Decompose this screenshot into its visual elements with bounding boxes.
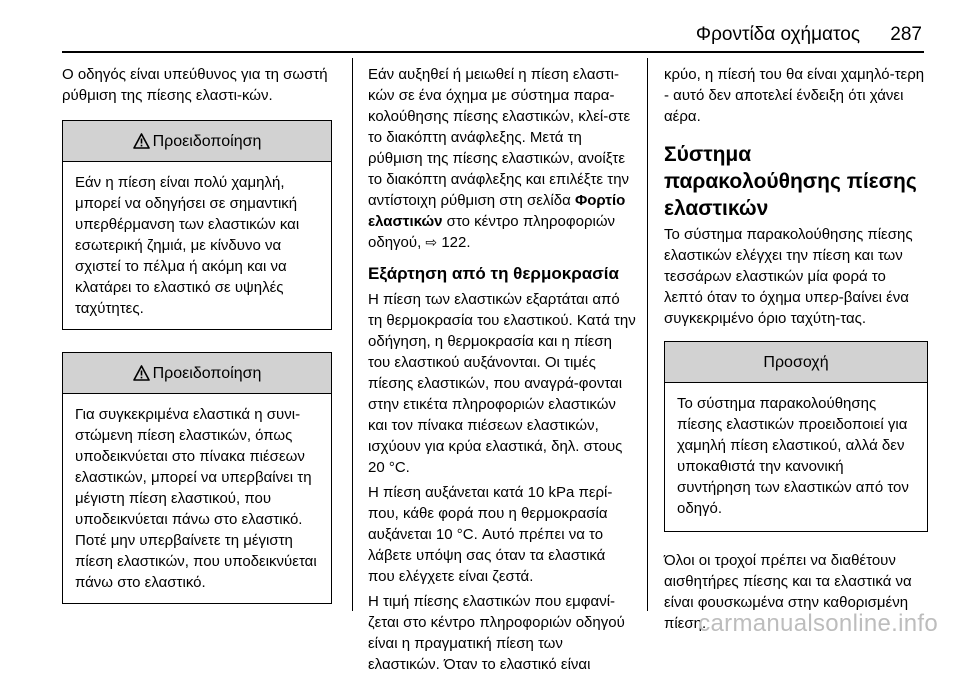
notice-box: [664, 341, 928, 532]
warning-title: Προειδοποίηση: [152, 132, 262, 150]
page-header: [0, 0, 960, 58]
paragraph-pressure-increase: Η πίεση αυξάνεται κατά 10 kPa περί-που, κάθε φορά που η θερμοκρασία αυξάνεται 10 °C. Αυτό πρέπει να το λάβετε υπόψη σας όταν τα ελαστικά που ελέγχετε είναι ζεστά.: [368, 484, 613, 585]
page-reference-arrow-icon: ⇨: [425, 234, 438, 250]
warning-box-header: [63, 353, 331, 394]
section-title-tpms: Σύστημα παρακολούθησης πίεσης ελαστικών: [664, 143, 917, 220]
paragraph-temperature: Η πίεση των ελαστικών εξαρτάται από τη θερμοκρασία του ελαστικού. Κατά την οδήγηση, η θερμοκρασία και η πίεση του ελαστικού αυξάνονται. Οι τιμές πίεσης ελαστικών, που αναγρά-φονται στην ετικέτα πληροφοριών ελαστικών και τον πίνακα πιέσεων ελαστικών, ισχύουν για κρύα ελαστικά, δηλ. στους 20 °C.: [368, 291, 636, 476]
column-divider-1: [352, 58, 353, 611]
paragraph-text: Εάν αυξηθεί ή μειωθεί η πίεση ελαστι-κών σε ένα όχημα με σύστημα παρα-κολούθησης πίεσης ελαστικών, κλεί-στε το διακόπτη ανάφλεξης. Μετά τη ρύθμιση της πίεσης ελαστικών, ανοίξτε το διακόπτη ανάφλεξης και επιλέξτε την αντίστοιχη ρύθμιση στη σελίδα: [368, 66, 631, 209]
column-3: [664, 64, 928, 634]
notice-title: Προσοχή: [665, 342, 927, 383]
column-2: [368, 64, 636, 675]
running-title: Φροντίδα οχήματος: [695, 24, 860, 45]
warning-text: Εάν η πίεση είναι πολύ χαμηλή, μπορεί να οδηγήσει σε σημαντική υπερθέρμανση των ελαστικών και εσωτερική ζημιά, με κίνδυνο να σχιστεί το πέλμα ή ακόμη και να κλατάρει το ελαστικό σε υψηλές ταχύτητες.: [75, 174, 300, 317]
subheading-temperature: Εξάρτηση από τη θερμοκρασία: [368, 264, 619, 283]
paragraph-cold-tire: κρύο, η πίεσή του θα είναι χαμηλό-τερη - αυτό δεν αποτελεί ένδειξη ότι χάνει αέρα.: [664, 66, 925, 125]
column-divider-2: [647, 58, 648, 611]
warning-text: Για συγκεκριμένα ελαστικά η συνι-στώμενη πίεση ελαστικών, όπως υποδεικνύεται στο πίνακα πιέσεων ελαστικών, μπορεί να υπερβαίνει τη μέγιστη πίεση ελαστικού, που υποδεικνύεται πάνω στο ελαστικό. Ποτέ μην υπερβαίνετε τη μέγιστη πίεση ελαστικών, που υποδεικνύεται πάνω στο ελαστικό.: [75, 406, 317, 591]
watermark: carmanualsonline.info: [698, 610, 938, 637]
header-rule: [62, 51, 924, 53]
warning-box-header: [63, 121, 331, 162]
warning-triangle-icon: [133, 133, 150, 149]
paragraph-tpms: Το σύστημα παρακολούθησης πίεσης ελαστικών ελέγχει την πίεση και των τεσσάρων ελαστικών μία φορά το λεπτό όταν το όχημα υπερ-βαίνει ένα συγκεκριμένο όριο ταχύτη-τας.: [664, 226, 913, 327]
warning-box-2: [62, 352, 332, 604]
page-reference[interactable]: 122.: [437, 234, 471, 251]
notice-text: Το σύστημα παρακολούθησης πίεσης ελαστικών προειδοποιεί για χαμηλή πίεση ελαστικού, αλλά δεν υποκαθιστά την κανονική συντήρηση των ελαστικών από τον οδηγό.: [677, 395, 909, 517]
column-1: [62, 64, 332, 604]
warning-title: Προειδοποίηση: [152, 364, 262, 382]
page-number: 287: [890, 24, 922, 45]
paragraph-pressure-adjust: [368, 64, 636, 253]
paragraph-text: στο κέντρο πληροφοριών οδηγού,: [368, 213, 616, 251]
warning-box-1: [62, 120, 332, 330]
warning-triangle-icon: [133, 365, 150, 381]
paragraph-sensors: Όλοι οι τροχοί πρέπει να διαθέτουν αισθητήρες πίεσης και τα ελαστικά να είναι φουσκωμένα στην καθορισμένη πίεση.: [664, 552, 912, 632]
paragraph-displayed-pressure: Η τιμή πίεσης ελαστικών που εμφανί-ζεται στο κέντρο πληροφοριών οδηγού είναι η πραγματική πίεση των ελαστικών. Όταν το ελαστικό είναι: [368, 593, 625, 673]
menu-item-tire-load: Φορτίο ελαστικών: [368, 192, 626, 230]
intro-paragraph: Ο οδηγός είναι υπεύθυνος για τη σωστή ρύθμιση της πίεσης ελαστι-κών.: [62, 66, 328, 104]
